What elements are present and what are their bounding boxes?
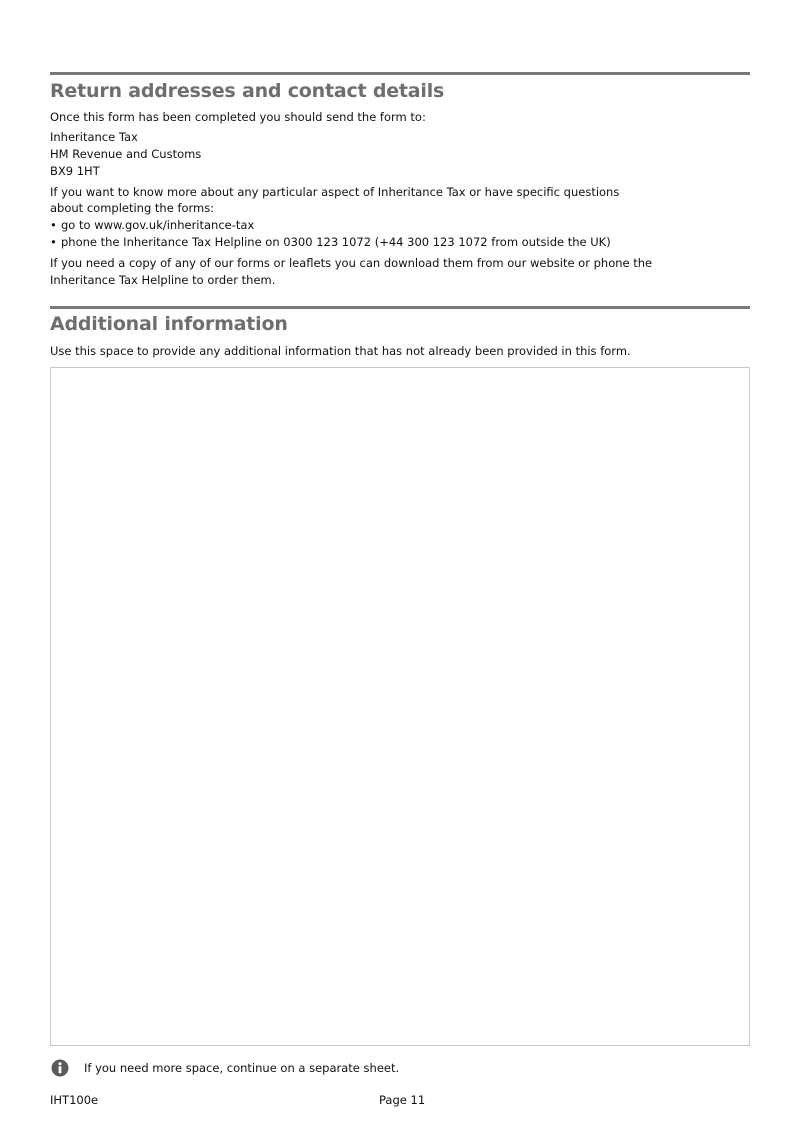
bullet-website-text: go to www.gov.uk/inheritance-tax <box>61 218 255 232</box>
address-line-2: HM Revenue and Customs <box>50 147 202 161</box>
heading-additional-information: Additional information <box>50 313 288 335</box>
address-line-1: Inheritance Tax <box>50 130 138 144</box>
intro-send-form: Once this form has been completed you should send the form to: <box>50 110 426 124</box>
info-icon <box>51 1059 69 1077</box>
bullet-dot-icon: • <box>50 235 57 249</box>
bullet-dot-icon: • <box>50 218 57 232</box>
heading-return-addresses: Return addresses and contact details <box>50 80 445 102</box>
bullet-helpline <box>50 234 611 251</box>
additional-information-field[interactable] <box>50 367 750 1046</box>
copy-info-line-1: If you need a copy of any of our forms or leaflets you can download them from our website or phone the <box>50 256 653 270</box>
more-info-line-1: If you want to know more about any particular aspect of Inheritance Tax or have specific questions <box>50 185 620 199</box>
address-line-3: BX9 1HT <box>50 164 100 178</box>
bullet-website <box>50 217 611 234</box>
bullet-helpline-text: phone the Inheritance Tax Helpline on 0300 123 1072 (+44 300 123 1072 from outside the UK) <box>61 235 611 249</box>
more-info-line-2: about completing the forms: <box>50 201 215 215</box>
form-code: IHT100e <box>50 1093 99 1107</box>
page-number: Page 11 <box>379 1093 426 1107</box>
section-divider-additional-info <box>50 306 750 309</box>
contact-bullet-list <box>50 217 611 251</box>
additional-info-instructions: Use this space to provide any additional information that has not already been provided in this form. <box>50 344 631 358</box>
section-divider-return-addresses <box>50 72 750 75</box>
more-space-note: If you need more space, continue on a separate sheet. <box>84 1061 400 1075</box>
copy-info-line-2: Inheritance Tax Helpline to order them. <box>50 273 276 287</box>
